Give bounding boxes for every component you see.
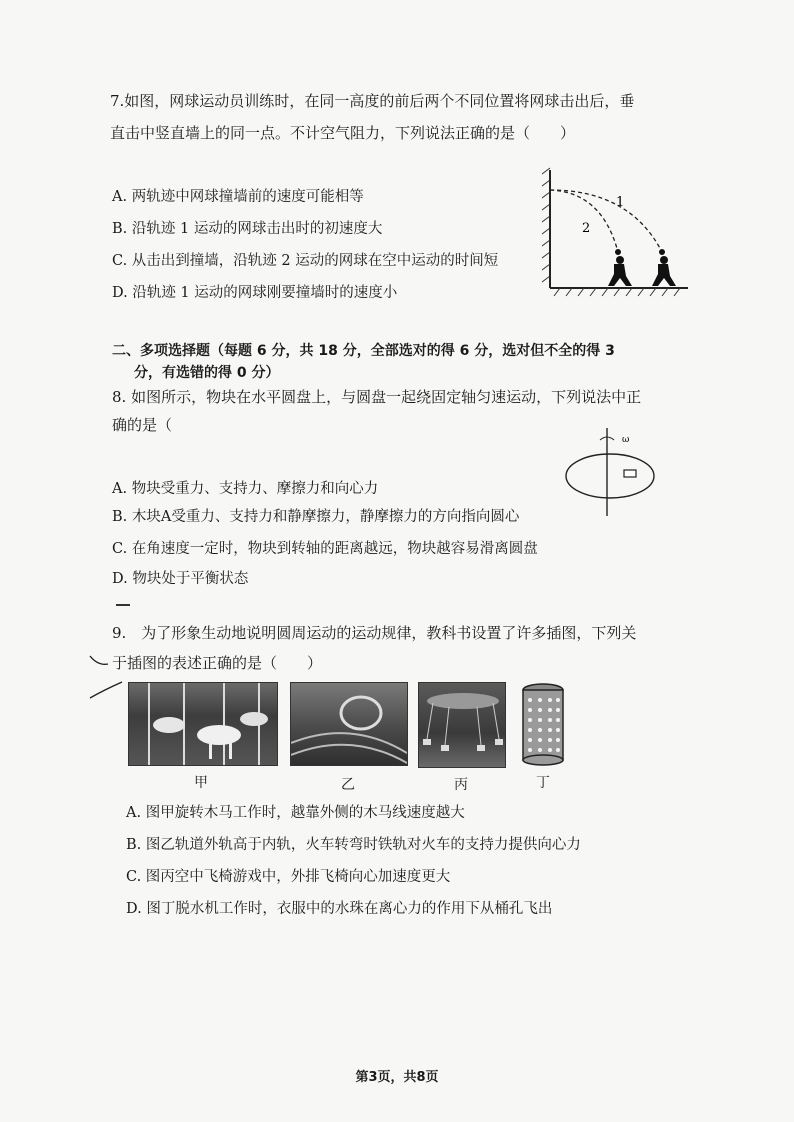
photo-railway xyxy=(290,682,408,766)
caption-jia: 甲 xyxy=(194,775,208,791)
q8-option-c: C. 在角速度一定时，物块到转轴的距离越远，物块越容易滑离圆盘 xyxy=(112,541,538,557)
q9-option-d: D. 图丁脱水机工作时，衣服中的水珠在离心力的作用下从桶孔飞出 xyxy=(126,901,553,917)
q9-option-c: C. 图丙空中飞椅游戏中，外排飞椅向心加速度更大 xyxy=(126,869,451,885)
q8-option-b: B. 木块A受重力、支持力和静摩擦力，静摩擦力的方向指向圆心 xyxy=(112,509,520,525)
trajectory-label-1: 1 xyxy=(616,195,625,210)
section2-header-line1: 二、多项选择题（每题 6 分，共 18 分，全部选对的得 6 分，选对但不全的得 3 xyxy=(112,343,615,359)
photo-carousel xyxy=(128,682,278,766)
caption-yi: 乙 xyxy=(341,777,355,793)
photo-swing-ride xyxy=(418,682,506,768)
trajectory-label-2: 2 xyxy=(582,221,591,236)
q8-stem-line1: 8. 如图所示，物块在水平圆盘上，与圆盘一起绕固定轴匀速运动，下列说法中正 xyxy=(112,388,642,406)
q8-stem-line2: 确的是（ xyxy=(112,416,173,434)
q9-option-a: A. 图甲旋转木马工作时，越靠外侧的木马线速度越大 xyxy=(126,805,465,821)
handwritten-mark xyxy=(86,652,126,702)
q9-option-b: B. 图乙轨道外轨高于内轨，火车转弯时铁轨对火车的支持力提供向心力 xyxy=(126,837,581,853)
q7-stem-line1: 7.如图，网球运动员训练时，在同一高度的前后两个不同位置将网球击出后，垂 xyxy=(110,92,635,110)
photo-spin-dryer xyxy=(520,682,566,766)
q7-option-a: A. 两轨迹中网球撞墙前的速度可能相等 xyxy=(112,189,364,205)
q7-option-c: C. 从击出到撞墙，沿轨迹 2 运动的网球在空中运动的时间短 xyxy=(112,253,499,269)
caption-bing: 丙 xyxy=(454,777,468,793)
block xyxy=(624,470,636,477)
q7-stem-line2: 直击中竖直墙上的同一点。不计空气阻力，下列说法正确的是（ ） xyxy=(110,124,576,142)
q8-disk-figure xyxy=(560,428,670,520)
trajectory-1 xyxy=(550,190,662,252)
pen-mark xyxy=(116,604,130,606)
q7-option-d: D. 沿轨迹 1 运动的网球刚要撞墙时的速度小 xyxy=(112,285,398,301)
omega-label: ω xyxy=(622,435,630,445)
section2-header-line2: 分，有选错的得 0 分） xyxy=(134,365,280,381)
disk xyxy=(566,454,654,498)
caption-ding: 丁 xyxy=(536,775,550,791)
q7-tennis-figure xyxy=(540,160,690,300)
q8-option-a: A. 物块受重力、支持力、摩擦力和向心力 xyxy=(112,481,379,497)
q8-option-d: D. 物块处于平衡状态 xyxy=(112,571,249,587)
q9-stem-line1: 9. 为了形象生动地说明圆周运动的运动规律，教科书设置了许多插图，下列关 xyxy=(112,624,637,642)
q9-stem-line2: 于插图的表述正确的是（ ） xyxy=(112,654,323,672)
player-2-icon xyxy=(608,256,632,286)
q7-option-b: B. 沿轨迹 1 运动的网球击出时的初速度大 xyxy=(112,221,383,237)
player-1-icon xyxy=(652,256,676,286)
page-footer: 第3页，共8页 xyxy=(355,1070,439,1085)
